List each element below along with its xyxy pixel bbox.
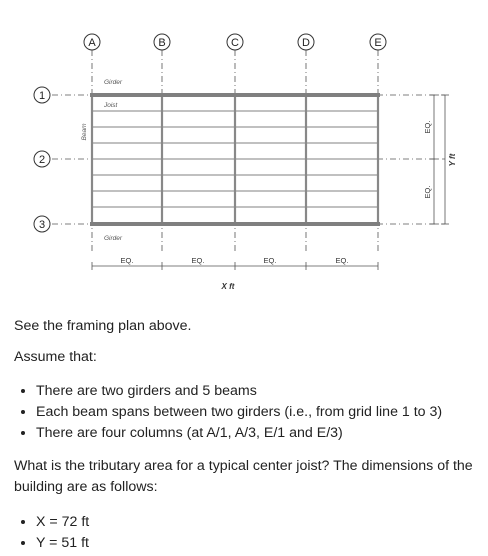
eq-label: EQ. — [423, 185, 432, 199]
column-bubbles — [84, 34, 386, 50]
bubble-d — [298, 34, 314, 50]
eq-label: EQ. — [120, 256, 134, 265]
bubble-label: 1 — [38, 90, 46, 102]
bubble-3 — [34, 216, 50, 232]
eq-label: EQ. — [191, 256, 205, 265]
y-dimension — [430, 95, 449, 224]
x-eq-labels — [121, 256, 349, 265]
bubble-label: E — [374, 37, 382, 49]
y-dim-label: Y ft — [448, 153, 457, 167]
bubble-label: D — [302, 37, 310, 49]
bubble-label: B — [158, 37, 166, 49]
question-block — [14, 456, 474, 498]
bubble-c — [227, 34, 243, 50]
bubble-a — [84, 34, 100, 50]
assume-heading — [14, 347, 474, 368]
bubble-e — [370, 34, 386, 50]
list-item: • Y = 51 ft — [36, 533, 474, 554]
joist-label: Joist — [104, 102, 118, 109]
bubble-label: C — [231, 37, 239, 49]
girder-bottom-label: Girder — [104, 235, 123, 242]
member-labels — [81, 79, 123, 242]
eq-label: EQ. — [335, 256, 349, 265]
girder-top-label: Girder — [104, 79, 123, 86]
question-text: What is the tributary area for a typical center joist? The dimensions of the building are as follows: — [14, 458, 473, 495]
assume-text: Assume that: — [14, 349, 97, 365]
x-dimension — [92, 256, 378, 291]
bubble-2 — [34, 151, 50, 167]
list-item: • X = 72 ft — [36, 512, 474, 533]
bubble-label: 2 — [38, 154, 46, 166]
list-item: • There are two girders and 5 beams — [36, 381, 474, 402]
list-item: • Each beam spans between two girders (i.e., from grid line 1 to 3) — [36, 402, 474, 423]
row-bubbles — [34, 87, 50, 232]
problem-text — [14, 316, 474, 337]
x-dim-label: X ft — [221, 282, 235, 291]
dimensions-list — [14, 512, 474, 554]
intro-text: See the framing plan above. — [14, 318, 192, 334]
assumptions-list — [14, 381, 474, 444]
beam-label: Beam — [81, 123, 88, 141]
bubble-label: 3 — [38, 219, 46, 231]
bubble-1 — [34, 87, 50, 103]
bubble-label: A — [88, 37, 96, 49]
list-item: • There are four columns (at A/1, A/3, E/1 and E/3) — [36, 423, 474, 444]
bubble-b — [154, 34, 170, 50]
eq-label: EQ. — [263, 256, 277, 265]
eq-label: EQ. — [423, 120, 432, 134]
y-eq-labels — [423, 121, 432, 199]
